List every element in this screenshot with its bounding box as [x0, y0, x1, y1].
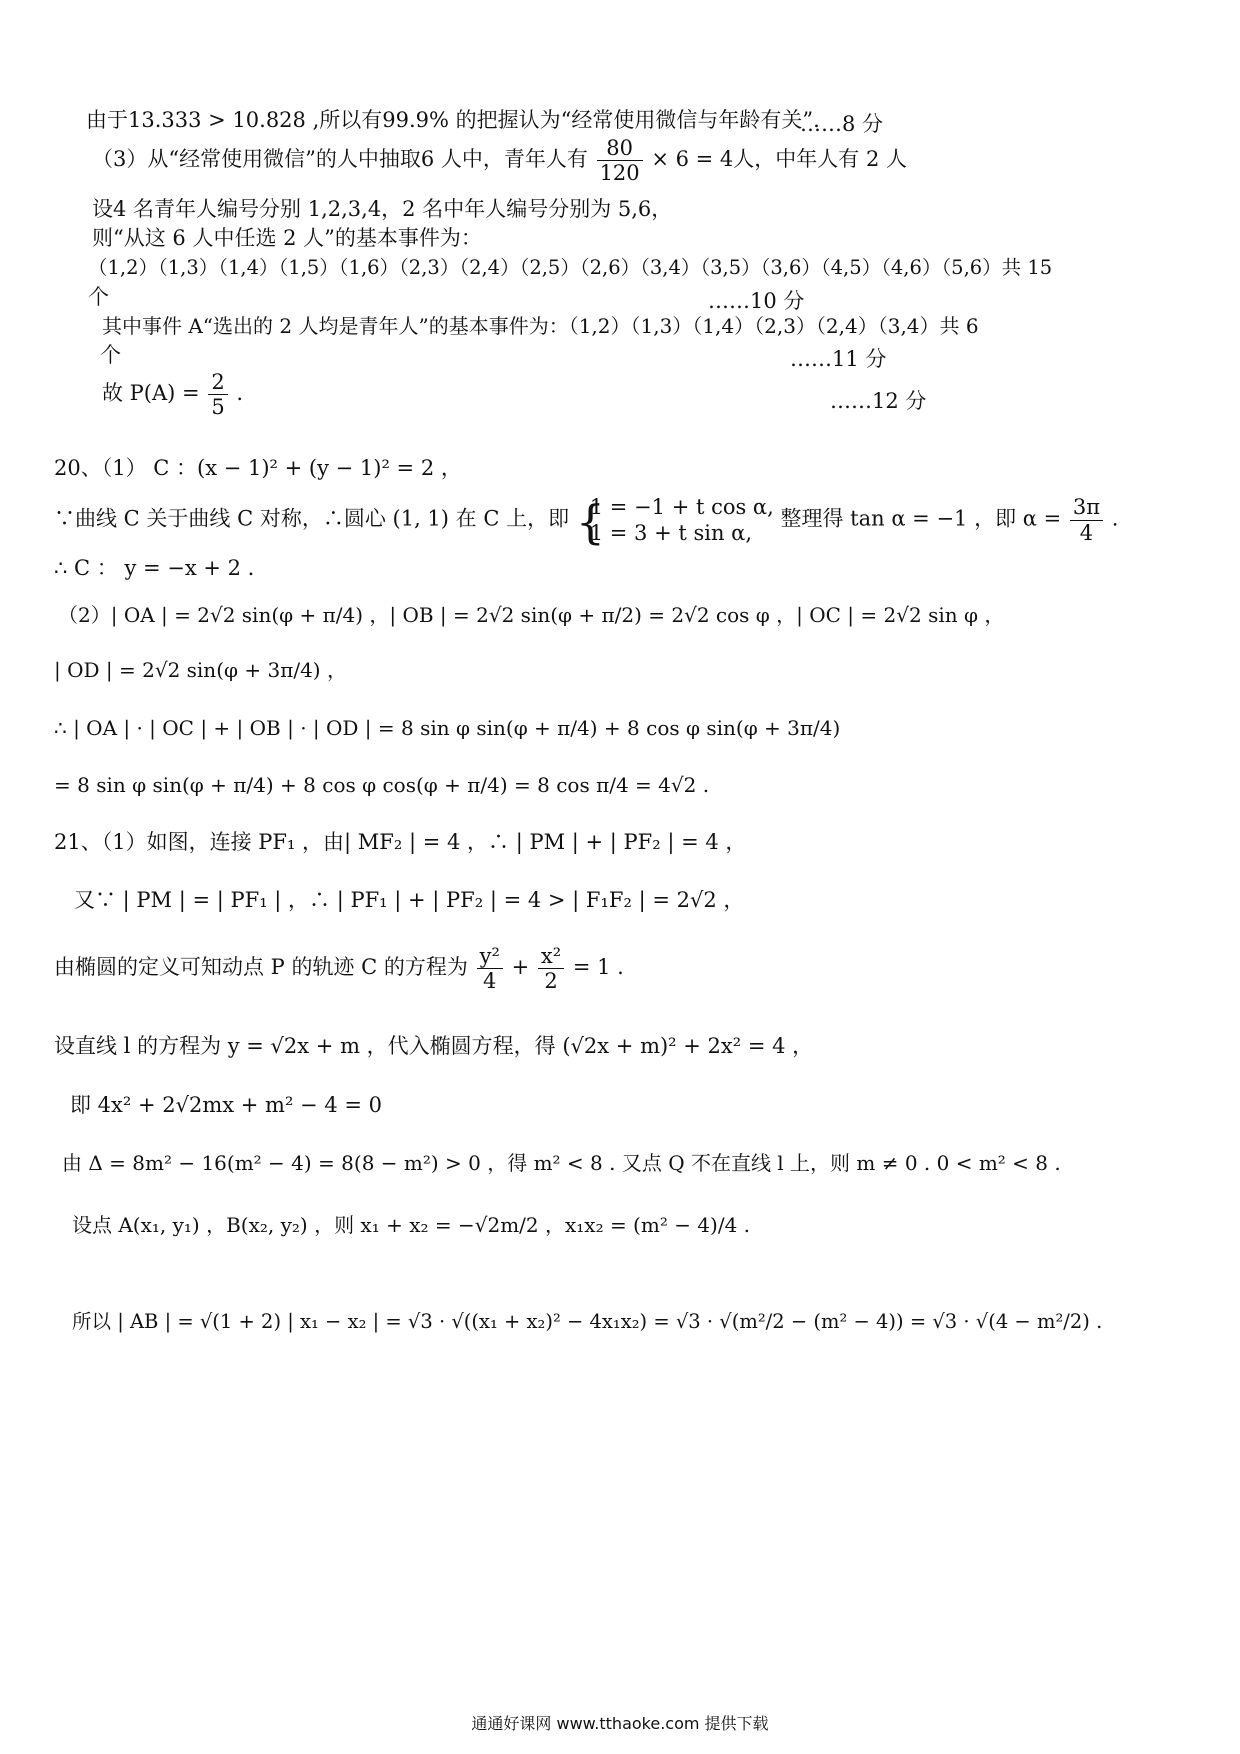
- p21-x-fraction: [538, 944, 564, 993]
- p20-tan-text: 整理得 tan α = −1 ，即 α =: [780, 506, 1062, 531]
- p20-alpha-end: .: [1111, 506, 1119, 531]
- p20-od: | OD | = 2√2 sin(φ + 3π/4) ，: [54, 658, 347, 682]
- p20-system-row1: 1 = −1 + t cos α,: [589, 495, 774, 519]
- score-10: ……10 分: [708, 289, 805, 313]
- p21-y-fraction: [477, 944, 503, 993]
- p21-ellipse-end: = 1 .: [572, 955, 624, 980]
- p19-fraction-num: 80: [597, 136, 643, 161]
- p20-part2-oa-ob-oc: （2）| OA | = 2√2 sin(φ + π/4) ，| OB | = 2√2 sin(φ + π/2) = 2√2 cos φ ，| OC | = 2√2 sin φ ，: [58, 603, 1005, 627]
- p21-x-num: x²: [538, 944, 564, 969]
- p19-basic-events-list: （1,2）（1,3）（1,4）（1,5）（1,6）（2,3）（2,4）（2,5）（2,6）（3,4）（3,5）（3,6）（4,5）（4,6）（5,6）共 15: [88, 256, 1053, 279]
- p19-probability: [102, 370, 243, 419]
- p19-fraction-den: 120: [599, 161, 640, 186]
- p19-numbering: 设4 名青年人编号分别 1,2,3,4，2 名中年人编号分别为 5,6，: [92, 197, 673, 221]
- p21-y-den: 4: [483, 969, 497, 994]
- p20-alpha-fraction: [1070, 495, 1103, 544]
- footer-source: 通通好课网 www.tthaoke.com 提供下载: [471, 1714, 769, 1733]
- score-12: ……12 分: [830, 389, 927, 413]
- p19-part3-text-b: × 6 = 4人，中年人有 2 人: [651, 147, 907, 172]
- p20-system-row2: 1 = 3 + t sin α,: [589, 521, 753, 545]
- p20-product-sum: ∴ | OA | · | OC | + | OB | · | OD | = 8 sin φ sin(φ + π/4) + 8 cos φ sin(φ + 3π/4): [54, 716, 841, 740]
- p20-part1-circle: 20、（1） C ：(x − 1)² + (y − 1)² = 2 ，: [54, 456, 462, 480]
- p20-symmetry-text: ∵曲线 C 关于曲线 C 对称，∴圆心 (1, 1) 在 C 上，即: [54, 506, 570, 531]
- p21-vieta: 设点 A(x₁, y₁) ，B(x₂, y₂) ，则 x₁ + x₂ = −√2m/2 ，x₁x₂ = (m² − 4)/4 .: [72, 1213, 751, 1237]
- p19-fraction: [597, 136, 643, 185]
- p21-ellipse-text: 由椭圆的定义可知动点 P 的轨迹 C 的方程为: [54, 955, 468, 980]
- p19-basic-events-intro: 则“从这 6 人中任选 2 人”的基本事件为：: [92, 226, 482, 250]
- p19-part3-line: [92, 136, 907, 185]
- p21-ellipse-line: [54, 944, 624, 993]
- p21-sum-distances: 又∵ | PM | = | PF₁ | ，∴ | PF₁ | + | PF₂ | = 4 > | F₁F₂ | = 2√2 ，: [74, 888, 745, 912]
- p19-conclusion: 由于13.333 > 10.828 ,所以有99.9% 的把握认为“经常使用微信与年龄有关”.: [86, 108, 820, 132]
- p19-part3-text-a: （3）从“经常使用微信”的人中抽取6 人中，青年人有: [92, 147, 588, 172]
- p19-event-a-unit: 个: [100, 343, 121, 367]
- p20-line-c: ∴ C ： y = −x + 2 .: [54, 556, 255, 580]
- score-8: ……8 分: [800, 112, 884, 136]
- p19-prob-fraction: [208, 370, 227, 419]
- p19-prob-num: 2: [208, 370, 227, 395]
- p20-system-brace: {: [575, 495, 606, 549]
- p21-discriminant: 由 Δ = 8m² − 16(m² − 4) = 8(8 − m²) > 0 ，得 m² < 8 . 又点 Q 不在直线 l 上，则 m ≠ 0 . 0 < m² < 8 .: [62, 1151, 1061, 1175]
- p19-prob-text: 故 P(A) =: [102, 381, 200, 406]
- p19-basic-events-unit: 个: [88, 285, 109, 309]
- p20-alpha-num: 3π: [1070, 495, 1103, 520]
- p20-alpha-den: 4: [1079, 520, 1094, 545]
- p20-equation-system: [575, 494, 774, 549]
- score-11: ……11 分: [790, 347, 887, 371]
- p20-result: = 8 sin φ sin(φ + π/4) + 8 cos φ cos(φ + π/4) = 8 cos π/4 = 4√2 .: [54, 773, 710, 797]
- p21-quadratic: 即 4x² + 2√2mx + m² − 4 = 0: [70, 1093, 382, 1117]
- p21-plus: +: [511, 955, 530, 980]
- p21-y-num: y²: [477, 944, 503, 969]
- p20-symmetry-line: [54, 494, 1119, 549]
- p21-line-l: 设直线 l 的方程为 y = √2x + m ，代入椭圆方程，得 (√2x + m)² + 2x² = 4 ，: [54, 1034, 814, 1058]
- p19-prob-end: .: [236, 381, 244, 406]
- p21-x-den: 2: [544, 969, 558, 994]
- p21-chord-length: 所以 | AB | = √(1 + 2) | x₁ − x₂ | = √3 · √((x₁ + x₂)² − 4x₁x₂) = √3 · √(m²/2 − (m² − 4)) = √3 · √(4 − m²/2) .: [72, 1310, 1103, 1333]
- p19-prob-den: 5: [211, 395, 225, 420]
- p21-part1-connect: 21、（1）如图，连接 PF₁ ，由| MF₂ | = 4 ，∴ | PM | + | PF₂ | = 4 ，: [54, 830, 747, 854]
- p19-event-a: 其中事件 A“选出的 2 人均是青年人”的基本事件为：（1,2）（1,3）（1,4）（2,3）（2,4）（3,4）共 6: [102, 314, 979, 338]
